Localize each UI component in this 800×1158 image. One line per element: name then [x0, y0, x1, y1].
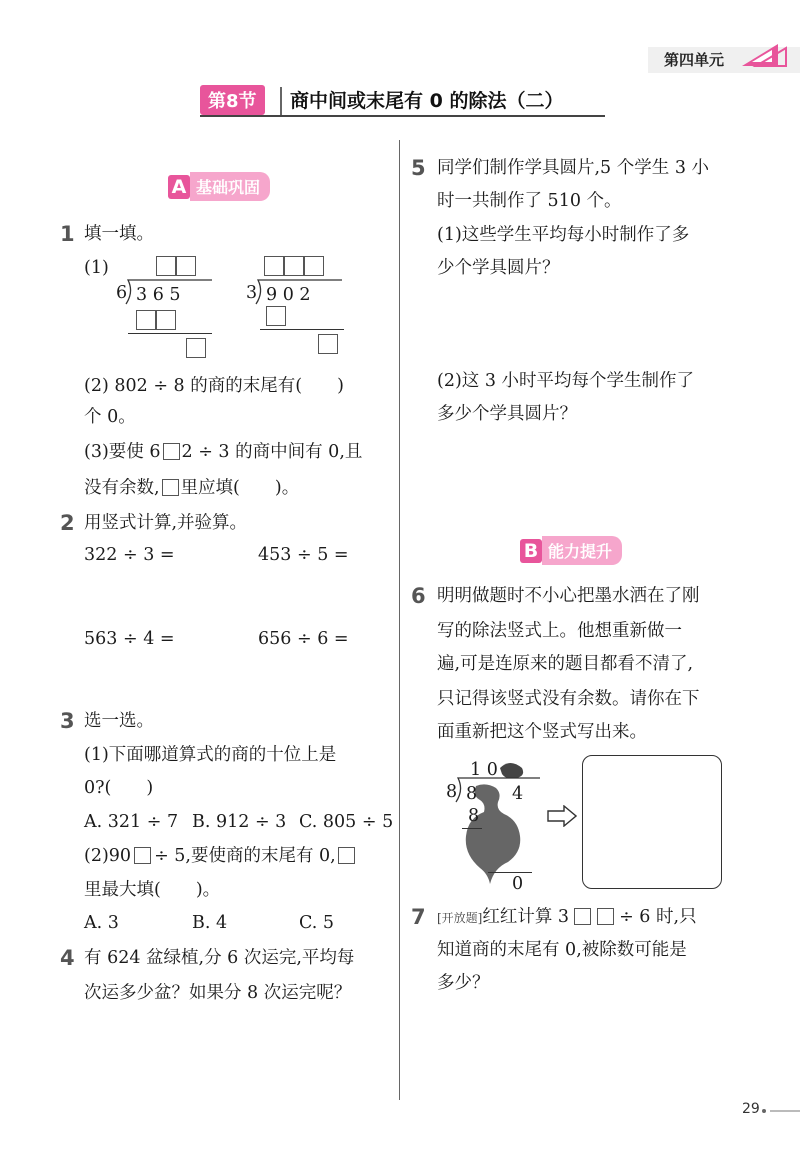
q1-div2-divisor: 3: [246, 283, 258, 303]
q5-line2: 时一共制作了 510 个。: [437, 191, 622, 211]
answer-box[interactable]: [284, 256, 304, 276]
answer-box[interactable]: [176, 256, 196, 276]
answer-box[interactable]: [162, 479, 179, 496]
q6-number: 6: [411, 584, 426, 608]
q6-answer-box[interactable]: [582, 755, 722, 889]
answer-box[interactable]: [574, 908, 591, 925]
q1-div1-remainder-box: [186, 338, 206, 359]
q1-part3-line1: [84, 440, 362, 464]
q1-division-1: [110, 256, 220, 366]
q3-number: 3: [60, 709, 75, 733]
q5-number: 5: [411, 156, 426, 180]
q1-title: 填一填。: [84, 224, 154, 244]
q3-part1-line2: 0?( ): [84, 778, 154, 798]
answer-box[interactable]: [264, 256, 284, 276]
q3-part2-text-a: (2)90: [84, 846, 132, 866]
answer-box[interactable]: [186, 338, 206, 358]
q4-number: 4: [60, 946, 75, 970]
q7-text-a: 红红计算 3: [482, 907, 570, 927]
q1-div1-divisor: 6: [116, 283, 128, 303]
ink-blot-division-figure: [440, 756, 550, 894]
blot-dividend-first: 8: [466, 784, 478, 804]
blot-product: 8: [468, 806, 480, 826]
section-title-underline: [200, 115, 605, 117]
answer-box[interactable]: [134, 847, 151, 864]
section-title: 商中间或末尾有 0 的除法（二）: [290, 90, 564, 112]
q2-title: 用竖式计算,并验算。: [84, 513, 248, 533]
q1-part3-text-a: (3)要使 6: [84, 442, 161, 462]
answer-box[interactable]: [136, 310, 156, 330]
q7-text-b: ÷ 6 时,只: [619, 907, 697, 927]
q6-line3: 遍,可是连原来的题目都看不清了,: [437, 654, 694, 674]
part-a-letter: A: [168, 175, 190, 199]
q3-part2-option-b[interactable]: B. 4: [192, 913, 228, 933]
answer-box[interactable]: [156, 310, 176, 330]
q7-number: 7: [411, 905, 426, 929]
division-line: [128, 333, 212, 334]
q3-part1-option-a[interactable]: A. 321 ÷ 7: [84, 812, 179, 832]
q6-line2: 写的除法竖式上。他想重新做一: [437, 621, 682, 641]
q1-div1-dividend: 3 6 5: [136, 285, 181, 305]
column-divider: [399, 140, 400, 1100]
answer-box[interactable]: [338, 847, 355, 864]
q6-line5: 面重新把这个竖式写出来。: [437, 722, 647, 742]
q2-item-4: 656 ÷ 6 =: [258, 629, 349, 649]
arrow-right-icon: [547, 805, 577, 827]
answer-box[interactable]: [156, 256, 176, 276]
q3-part1-option-b[interactable]: B. 912 ÷ 3: [192, 812, 287, 832]
blot-dividend-last: 4: [512, 784, 524, 804]
q1-part2-line2: 个 0。: [84, 407, 136, 427]
q2-item-3: 563 ÷ 4 =: [84, 629, 175, 649]
q6-line1: 明明做题时不小心把墨水洒在了刚: [437, 586, 700, 606]
division-line: [462, 828, 482, 829]
answer-box[interactable]: [597, 908, 614, 925]
q1-div2-quotient-boxes: [264, 256, 324, 277]
q1-number: 1: [60, 222, 75, 246]
q2-number: 2: [60, 511, 75, 535]
division-line: [488, 872, 532, 873]
q3-part2-option-c[interactable]: C. 5: [299, 913, 335, 933]
part-b-letter: B: [520, 539, 542, 563]
part-a-title: 基础巩固: [190, 172, 270, 201]
q3-part1-option-c[interactable]: C. 805 ÷ 5: [299, 812, 394, 832]
q1-div2-dividend: 9 0 2: [266, 285, 311, 305]
q3-part2-line2: 里最大填( )。: [84, 880, 221, 900]
q1-division-2: [244, 256, 364, 366]
q7-tag: [开放题]: [437, 911, 483, 925]
triangle-ruler-icon: [738, 40, 788, 70]
q2-item-2: 453 ÷ 5 =: [258, 545, 349, 565]
footer-rule: [770, 1110, 800, 1112]
q1-div2-product-box: [266, 306, 286, 327]
section-header: [200, 85, 265, 115]
q1-part3-text-c: 没有余数,: [84, 478, 160, 498]
blot-remainder: 0: [512, 874, 524, 894]
q5-part1-line2: 少个学具圆片？: [437, 258, 560, 278]
q4-line2: 次运多少盆？如果分 8 次运完呢？: [84, 983, 352, 1003]
answer-box[interactable]: [266, 306, 286, 326]
q1-part3-line2: [84, 476, 299, 500]
q1-div1-product-boxes: [136, 310, 176, 331]
q7-line3: 多少？: [437, 973, 490, 993]
unit-label: 第四单元: [664, 51, 725, 69]
answer-box[interactable]: [318, 334, 338, 354]
q3-part2-option-a[interactable]: A. 3: [84, 913, 119, 933]
blot-divisor: 8: [446, 782, 458, 802]
q1-part3-text-b: 2 ÷ 3 的商中间有 0,且: [181, 442, 363, 462]
q6-line4: 只记得该竖式没有余数。请你在下: [437, 689, 700, 709]
part-b-header: [520, 536, 622, 565]
answer-box[interactable]: [163, 443, 180, 460]
q5-part1-line1: (1)这些学生平均每小时制作了多: [437, 225, 690, 245]
page-number: 29: [742, 1101, 760, 1117]
section-title-divider: [280, 87, 282, 115]
division-line: [260, 329, 344, 330]
q1-div2-remainder-box: [318, 334, 338, 355]
blot-quotient: 1 0: [470, 760, 498, 780]
q1-part3-text-d: 里应填( )。: [180, 478, 300, 498]
q1-part1-label: (1): [84, 258, 109, 278]
q2-item-1: 322 ÷ 3 =: [84, 545, 175, 565]
q1-div1-quotient-boxes: [156, 256, 196, 277]
q5-line1: 同学们制作学具圆片,5 个学生 3 小: [437, 158, 710, 178]
section-badge: 第8节: [200, 85, 265, 115]
q3-title: 选一选。: [84, 711, 154, 731]
part-a-header: [168, 172, 270, 201]
q3-part1-line1: (1)下面哪道算式的商的十位上是: [84, 745, 337, 765]
q1-part2-line1: (2) 802 ÷ 8 的商的末尾有( ): [84, 376, 344, 396]
q3-part2-line1: [84, 844, 355, 868]
q5-part2-line2: 多少个学具圆片？: [437, 404, 577, 424]
q5-part2-line1: (2)这 3 小时平均每个学生制作了: [437, 371, 695, 391]
footer-dot: [762, 1109, 766, 1113]
part-b-title: 能力提升: [542, 536, 622, 565]
answer-box[interactable]: [304, 256, 324, 276]
q7-line1: [437, 905, 697, 930]
q4-line1: 有 624 盆绿植,分 6 次运完,平均每: [84, 948, 355, 968]
q3-part2-text-b: ÷ 5,要使商的末尾有 0,: [154, 846, 336, 866]
q7-line2: 知道商的末尾有 0,被除数可能是: [437, 940, 687, 960]
